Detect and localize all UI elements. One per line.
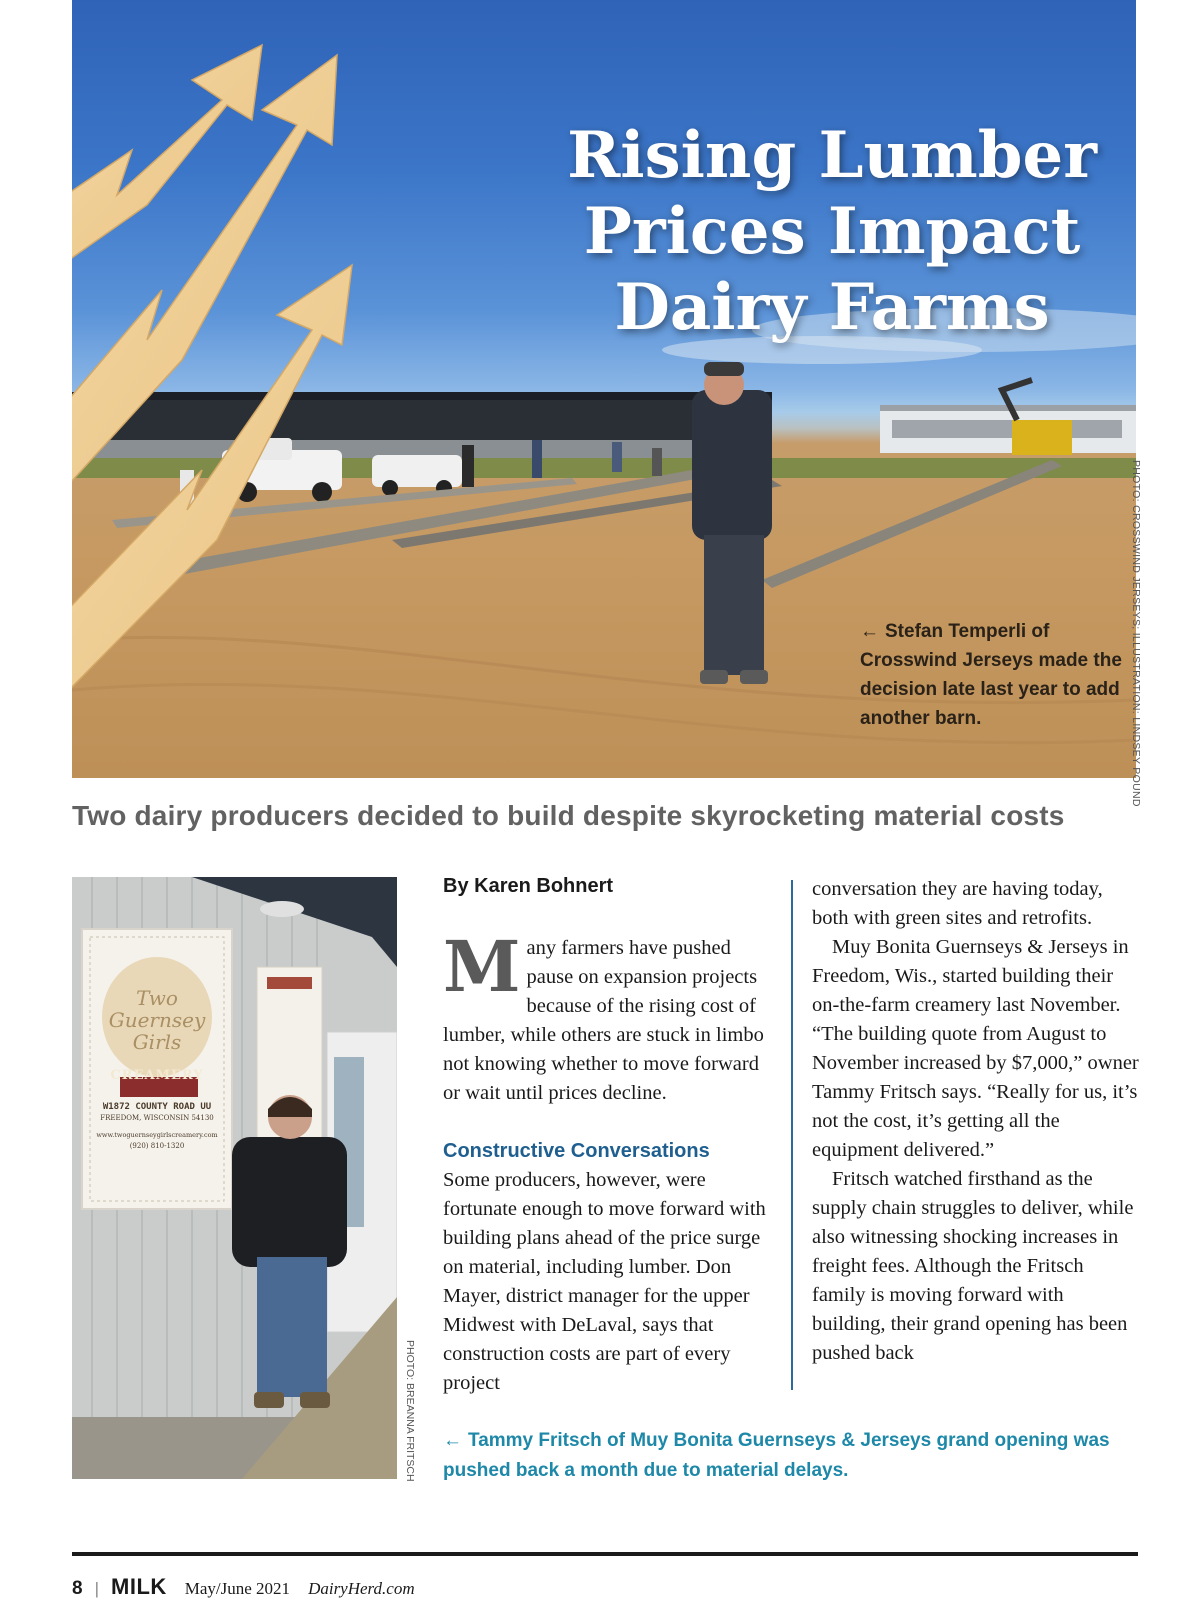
paragraph: Some producers, however, were fortunate enough to move forward with building plans ahead of the price surge on material, including lumber. Don Mayer, district manager for the upper Midwest with DeLaval, says that construction costs are part of every project bbox=[443, 1169, 766, 1394]
hero-caption bbox=[860, 617, 1130, 733]
section-heading: Constructive Conversations bbox=[443, 1140, 710, 1162]
title-line-2: Prices Impact bbox=[583, 194, 1081, 269]
article-title bbox=[542, 118, 1122, 346]
photo2-credit bbox=[402, 1340, 418, 1480]
sign-line: FREEDOM, WISCONSIN 54130 bbox=[100, 1114, 214, 1122]
arrow-left-icon: ← bbox=[443, 1430, 462, 1451]
lumber-arrows-illustration bbox=[72, 40, 432, 740]
title-line-3: Dairy Farms bbox=[614, 270, 1050, 345]
sign-line: Guernsey bbox=[108, 1008, 206, 1032]
sign-line: W1872 COUNTY ROAD UU bbox=[102, 1102, 212, 1112]
article-subtitle: Two dairy producers decided to build despite skyrocketing material costs bbox=[72, 800, 1065, 831]
creamery-photo bbox=[72, 877, 397, 1479]
sign-line: CREAMERY bbox=[110, 1068, 204, 1083]
hero-photo-credit-text: PHOTO: CROSSWIND JERSEYS; ILLUSTRATION: LINDSEY POUND bbox=[1130, 460, 1142, 807]
sign-line: (920) 810-1320 bbox=[129, 1142, 185, 1150]
sign-line: Two bbox=[136, 986, 178, 1010]
sign-line: www.twoguernseygirlscreamery.com bbox=[96, 1131, 218, 1139]
article-column-1 bbox=[443, 925, 773, 1398]
footer-separator: | bbox=[94, 1579, 99, 1598]
photo2-caption bbox=[443, 1426, 1143, 1486]
paragraph bbox=[443, 925, 773, 1108]
photo2-credit-text: PHOTO: BREANNA FRITSCH bbox=[404, 1340, 416, 1482]
page-number: 8 bbox=[72, 1578, 83, 1599]
paragraph-text: any farmers have pushed pause on expansion projects because of the rising cost of lumber, while others are stuck in limbo not knowing whether to move forward or wait until prices decline. bbox=[443, 937, 764, 1104]
paragraph: Fritsch watched firsthand as the supply chain struggles to deliver, while also witnessing shocking increases in freight fees. Although the Fritsch family is moving forward with building, their grand opening has been pushed back bbox=[812, 1168, 1134, 1364]
footer-rule bbox=[72, 1552, 1138, 1556]
hero-photo-credit bbox=[1130, 460, 1156, 807]
website-link[interactable]: DairyHerd.com bbox=[308, 1579, 415, 1598]
drop-cap: M bbox=[443, 925, 521, 1008]
hero-caption-text: Stefan Temperli of Crosswind Jerseys made the decision late last year to add another barn. bbox=[860, 621, 1122, 729]
paragraph: conversation they are having today, both with green sites and retrofits. bbox=[812, 878, 1103, 929]
byline: By Karen Bohnert bbox=[443, 875, 614, 897]
paragraph: Muy Bonita Guernseys & Jerseys in Freedom, Wis., started building their on-the-farm creamery last November. “The building quote from August to November increased by $7,000,” owner Tammy Fritsch says. “Really for us, it’s not the cost, it’s getting all the equipment delivered.” bbox=[812, 936, 1139, 1161]
page-footer bbox=[72, 1574, 415, 1600]
photo2-caption-text: Tammy Fritsch of Muy Bonita Guernseys & Jerseys grand opening was pushed back a month due to material delays. bbox=[443, 1430, 1110, 1481]
issue-date: May/June 2021 bbox=[184, 1579, 291, 1598]
article-column-2 bbox=[812, 875, 1142, 1368]
title-line-1: Rising Lumber bbox=[567, 118, 1097, 193]
hero-photo bbox=[72, 0, 1136, 778]
creamery-sign bbox=[82, 937, 232, 1151]
column-divider bbox=[791, 880, 793, 1390]
magazine-logo: MILK bbox=[111, 1574, 167, 1599]
sign-line: Girls bbox=[132, 1030, 182, 1054]
arrow-left-icon: ← bbox=[860, 621, 879, 642]
